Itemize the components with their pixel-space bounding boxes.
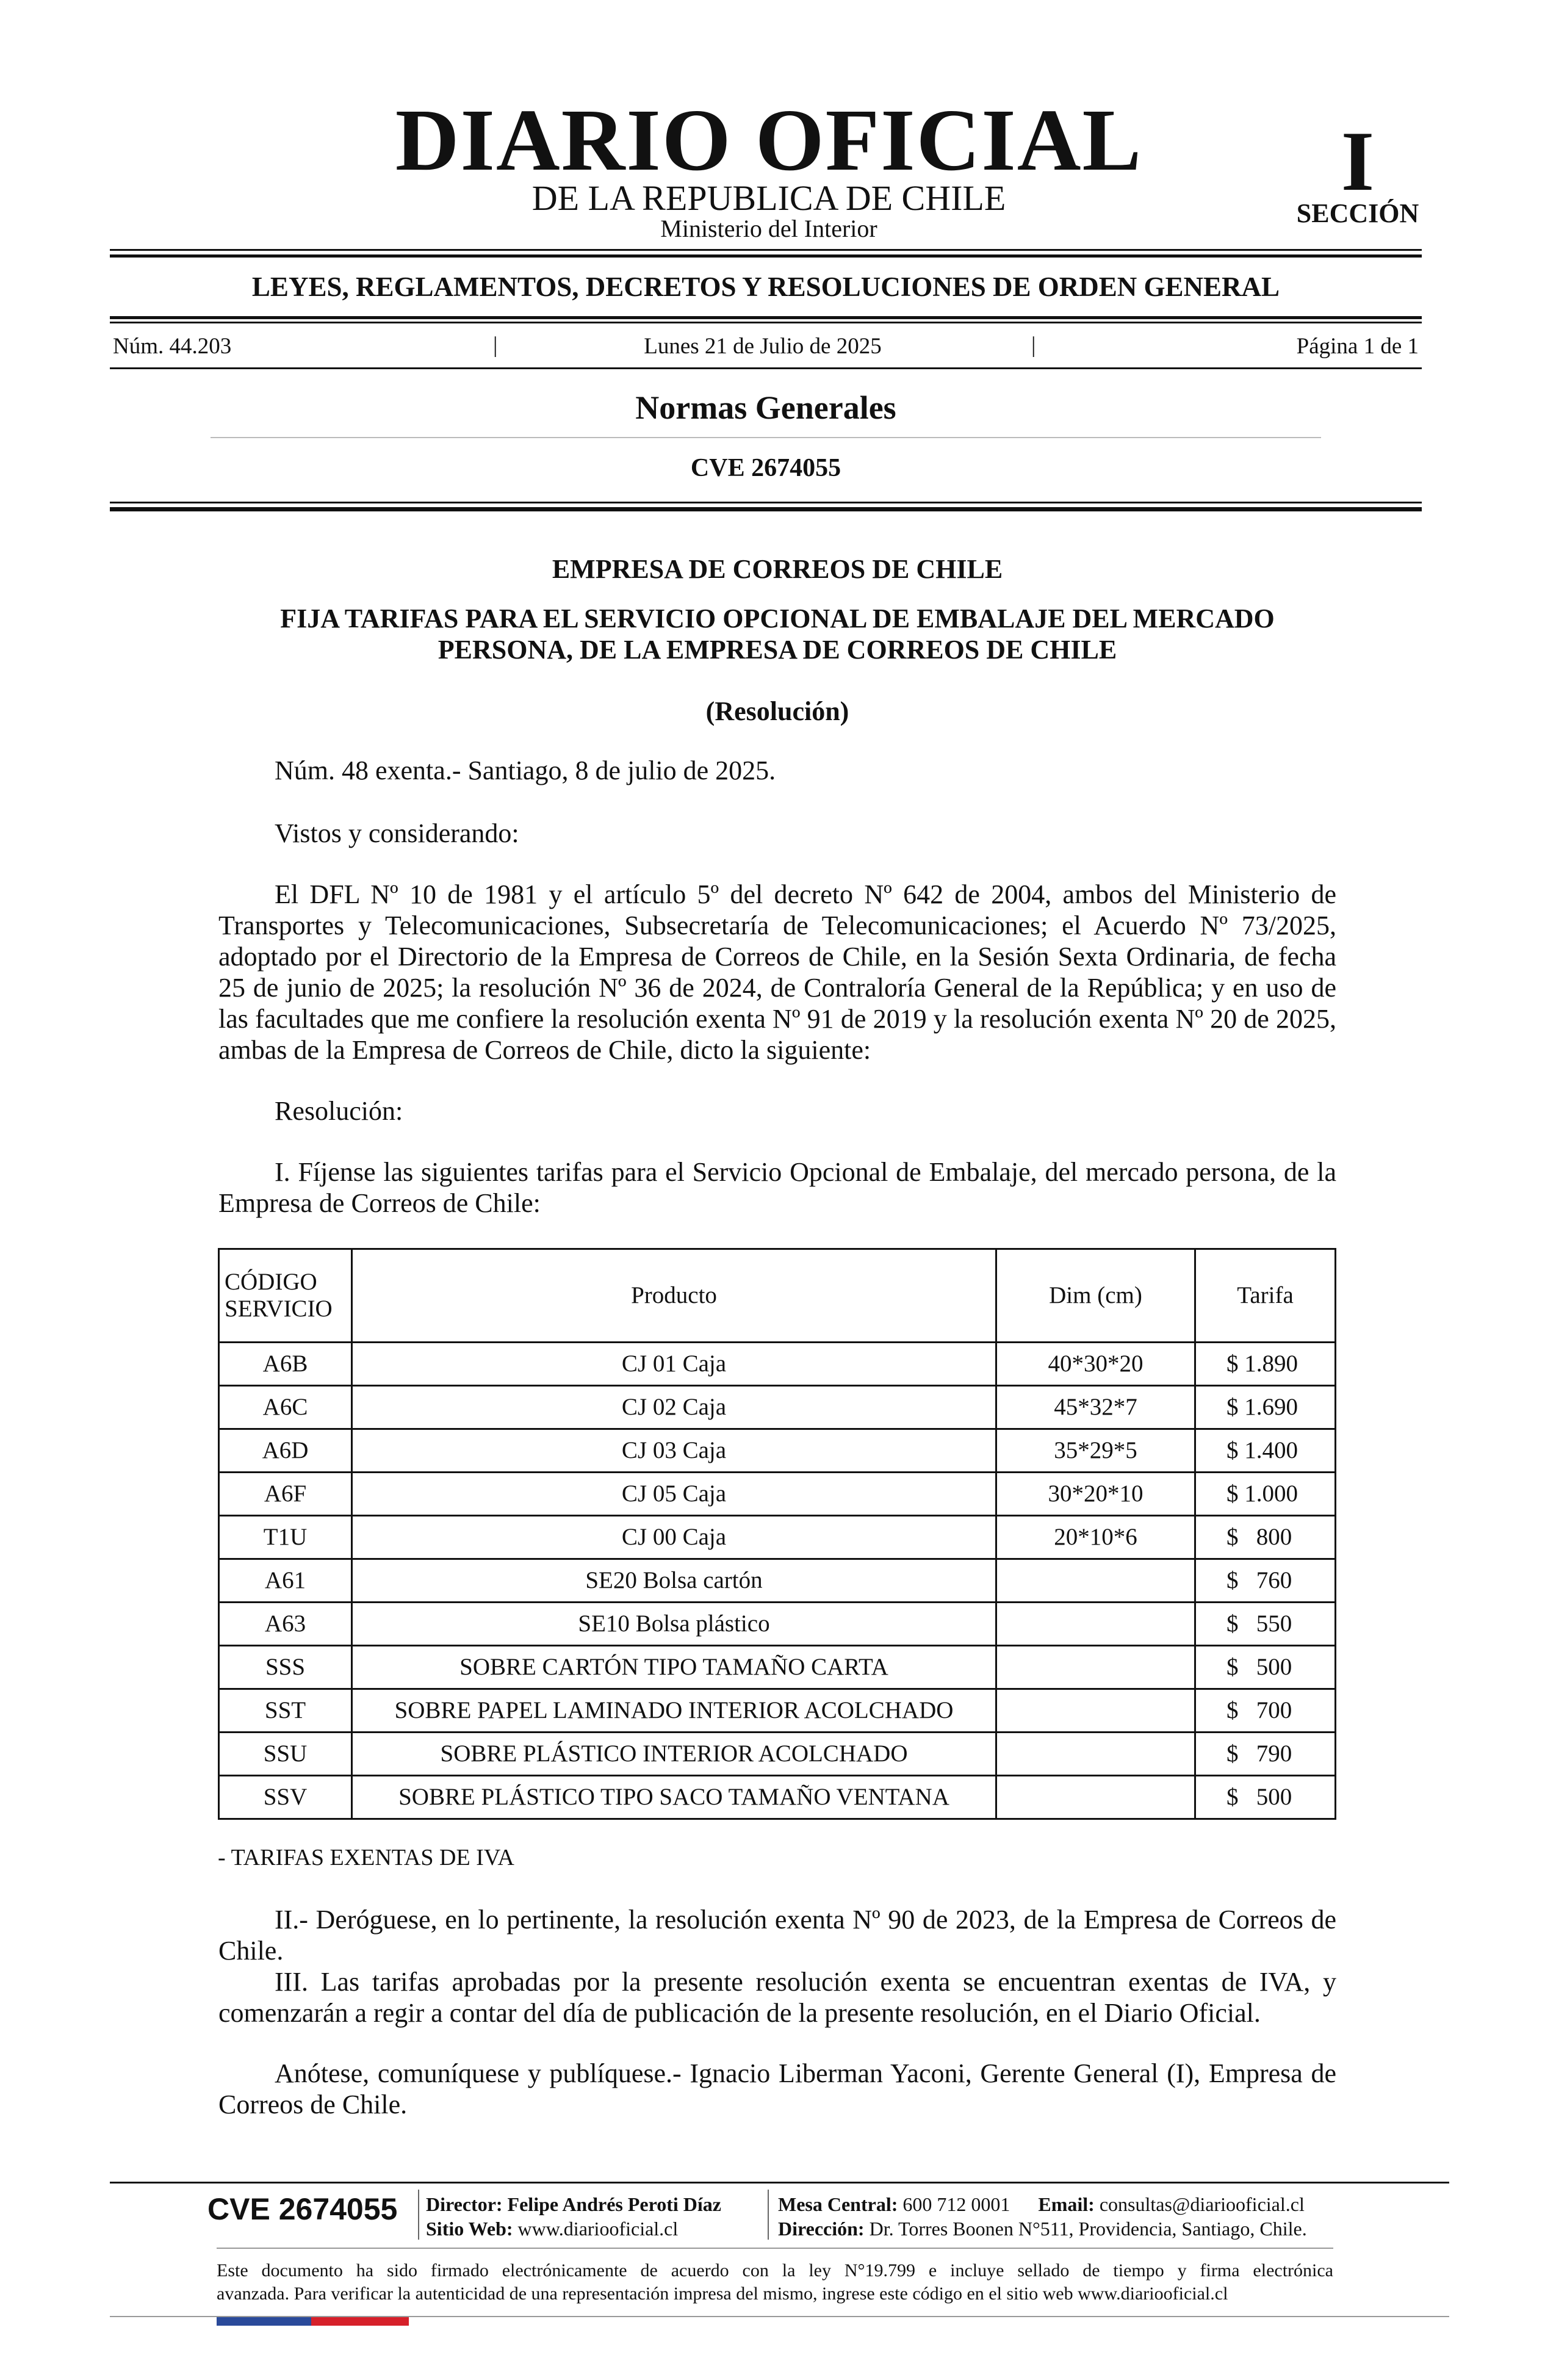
closing-signature: Anótese, comuníquese y publíquese.- Ignacio Liberman Yaconi, Gerente General (I), Empresa de Correos de Chile. (218, 2058, 1336, 2119)
row-code: A61 (219, 1559, 352, 1603)
row-product: CJ 05 Caja (352, 1473, 996, 1516)
table-row (219, 1733, 1336, 1776)
article-1: I. Fíjense las siguientes tarifas para el Servicio Opcional de Embalaje, del mercado persona, de la Empresa de Correos de Chile: (218, 1157, 1336, 1218)
row-price: $ 550 (1195, 1603, 1336, 1646)
legal-notice-line-2: avanzada. Para verificar la autenticidad de una representación impresa del mismo, ingrese este código en el sitio web www.diariooficial.cl (217, 2284, 1228, 2304)
row-price: $ 500 (1195, 1646, 1336, 1689)
director-label: Director: (426, 2193, 503, 2215)
article-3: III. Las tarifas aprobadas por la presente resolución exenta se encuentran exentas de IVA, y comenzarán a regir a contar del día de publicación de la presente resolución, en el Diario Oficial. (218, 1967, 1336, 2028)
cve-code-header: CVE 2674055 (690, 454, 841, 482)
banner-rule-thin (110, 322, 1422, 323)
row-dim (996, 1603, 1195, 1646)
address-text: Dr. Torres Boonen N°511, Providencia, Santiago, Chile. (869, 2218, 1307, 2240)
ministry-label: Ministerio del Interior (660, 215, 877, 242)
table-row (219, 1689, 1336, 1733)
row-code: T1U (219, 1516, 352, 1559)
row-dim: 20*10*6 (996, 1516, 1195, 1559)
email-link[interactable]: consultas@diariooficial.cl (1099, 2193, 1305, 2215)
address-label: Dirección: (778, 2218, 865, 2240)
row-product: SE10 Bolsa plástico (352, 1603, 996, 1646)
document-type: (Resolución) (705, 696, 849, 726)
row-dim: 35*29*5 (996, 1429, 1195, 1473)
row-product: SOBRE PAPEL LAMINADO INTERIOR ACOLCHADO (352, 1689, 996, 1733)
page-indicator: Página 1 de 1 (1296, 334, 1419, 359)
section-number: I (1341, 114, 1375, 209)
issue-rule (110, 367, 1422, 369)
row-price: $ 700 (1195, 1689, 1336, 1733)
row-code: SSS (219, 1646, 352, 1689)
vistos-label: Vistos y considerando: (275, 818, 519, 848)
row-code: A63 (219, 1603, 352, 1646)
footer-cve-code: CVE 2674055 (207, 2192, 398, 2226)
row-product: CJ 01 Caja (352, 1343, 996, 1386)
table-note: - TARIFAS EXENTAS DE IVA (218, 1845, 514, 1870)
newspaper-subtitle: DE LA REPUBLICA DE CHILE (531, 178, 1006, 218)
table-row (219, 1386, 1336, 1429)
table-row (219, 1776, 1336, 1819)
mesa-phone: 600 712 0001 (902, 2193, 1010, 2215)
row-product: SOBRE PLÁSTICO INTERIOR ACOLCHADO (352, 1733, 996, 1776)
category-rule (211, 437, 1321, 438)
newspaper-title: DIARIO OFICIAL (395, 92, 1143, 189)
website-label: Sitio Web: (426, 2218, 513, 2240)
table-header-product: Producto (352, 1249, 996, 1343)
issue-separator: | (1031, 333, 1036, 358)
footer-director (426, 2192, 768, 2216)
row-product: SE20 Bolsa cartón (352, 1559, 996, 1603)
director-name: Felipe Andrés Peroti Díaz (507, 2193, 721, 2215)
row-code: A6B (219, 1343, 352, 1386)
table-row (219, 1429, 1336, 1473)
table-header-code: CÓDIGO SERVICIO (219, 1249, 352, 1343)
row-price: $ 1.400 (1195, 1429, 1336, 1473)
row-product: CJ 03 Caja (352, 1429, 996, 1473)
row-price: $ 1.890 (1195, 1343, 1336, 1386)
flag-stripe-red (311, 2317, 409, 2326)
row-dim (996, 1689, 1195, 1733)
table-row (219, 1516, 1336, 1559)
row-code: SST (219, 1689, 352, 1733)
website-link[interactable]: www.diariooficial.cl (517, 2218, 679, 2240)
row-code: SSU (219, 1733, 352, 1776)
mesa-label: Mesa Central: (778, 2193, 898, 2215)
footer-address (778, 2216, 1388, 2241)
footer-divider (418, 2190, 419, 2240)
table-row (219, 1343, 1336, 1386)
row-price: $ 1.000 (1195, 1473, 1336, 1516)
issuing-entity: EMPRESA DE CORREOS DE CHILE (552, 554, 1003, 584)
issue-number: Núm. 44.203 (113, 334, 232, 359)
row-product: CJ 00 Caja (352, 1516, 996, 1559)
row-dim (996, 1646, 1195, 1689)
row-price: $ 1.690 (1195, 1386, 1336, 1429)
row-price: $ 500 (1195, 1776, 1336, 1819)
row-product: SOBRE CARTÓN TIPO TAMAÑO CARTA (352, 1646, 996, 1689)
resolucion-label: Resolución: (275, 1096, 403, 1126)
footer-contact (778, 2192, 1388, 2216)
footer-divider (768, 2190, 769, 2240)
tariff-table (218, 1248, 1336, 1820)
table-row (219, 1473, 1336, 1516)
top-rule-thin (110, 249, 1422, 251)
row-code: A6C (219, 1386, 352, 1429)
row-code: A6D (219, 1429, 352, 1473)
footer-top-rule (110, 2182, 1449, 2183)
issue-separator: | (493, 333, 498, 358)
table-row (219, 1559, 1336, 1603)
row-code: SSV (219, 1776, 352, 1819)
top-rule-thick (110, 254, 1422, 258)
row-dim: 40*30*20 (996, 1343, 1195, 1386)
table-header-row (219, 1249, 1336, 1343)
flag-stripe-blue (217, 2317, 311, 2326)
footer-mid-rule (217, 2248, 1333, 2249)
row-dim: 30*20*10 (996, 1473, 1195, 1516)
row-product: CJ 02 Caja (352, 1386, 996, 1429)
table-header-price: Tarifa (1195, 1249, 1336, 1343)
row-dim (996, 1776, 1195, 1819)
legal-notice-line-1: Este documento ha sido firmado electrónicamente de acuerdo con la ley N°19.799 e incluye sellado de tiempo y firma electrónica (217, 2260, 1333, 2281)
header-bottom-rule-thin (110, 502, 1422, 503)
row-dim: 45*32*7 (996, 1386, 1195, 1429)
row-price: $ 790 (1195, 1733, 1336, 1776)
category-heading: Normas Generales (635, 389, 896, 426)
table-row (219, 1603, 1336, 1646)
resolution-title: FIJA TARIFAS PARA EL SERVICIO OPCIONAL DE EMBALAJE DEL MERCADO PERSONA, DE LA EMPRESA DE CORREOS DE CHILE (280, 604, 1275, 665)
banner-rule-thick (110, 316, 1422, 319)
considerando-paragraph: El DFL Nº 10 de 1981 y el artículo 5º del decreto Nº 642 de 2004, ambos del Ministerio de Transportes y Telecomunicaciones, Subsecretaría de Telecomunicaciones; el Acuerdo Nº 73/2025, adoptado por el Directorio de la Empresa de Correos de Chile, en la Sesión Sexta Ordinaria, de fecha 25 de junio de 2025; la resolución Nº 36 de 2024, de Contraloría General de la República; y en uso de las facultades que me confiere la resolución exenta Nº 91 de 2019 y la resolución exenta Nº 20 de 2025, ambas de la Empresa de Correos de Chile, dicto la siguiente: (218, 879, 1336, 1065)
row-dim (996, 1559, 1195, 1603)
row-price: $ 800 (1195, 1516, 1336, 1559)
issue-date: Lunes 21 de Julio de 2025 (644, 334, 882, 359)
table-header-dim: Dim (cm) (996, 1249, 1195, 1343)
banner-heading: LEYES, REGLAMENTOS, DECRETOS Y RESOLUCIONES DE ORDEN GENERAL (251, 272, 1280, 302)
email-label: Email: (1038, 2193, 1095, 2215)
table-row (219, 1646, 1336, 1689)
section-label: SECCIÓN (1296, 198, 1419, 228)
row-code: A6F (219, 1473, 352, 1516)
footer-website (426, 2216, 768, 2241)
row-dim (996, 1733, 1195, 1776)
row-product: SOBRE PLÁSTICO TIPO SACO TAMAÑO VENTANA (352, 1776, 996, 1819)
row-price: $ 760 (1195, 1559, 1336, 1603)
header-bottom-rule-thick (110, 507, 1422, 511)
resolution-number-place: Núm. 48 exenta.- Santiago, 8 de julio de 2025. (275, 755, 776, 785)
article-2: II.- Deróguese, en lo pertinente, la resolución exenta Nº 90 de 2023, de la Empresa de Correos de Chile. (218, 1905, 1336, 1966)
